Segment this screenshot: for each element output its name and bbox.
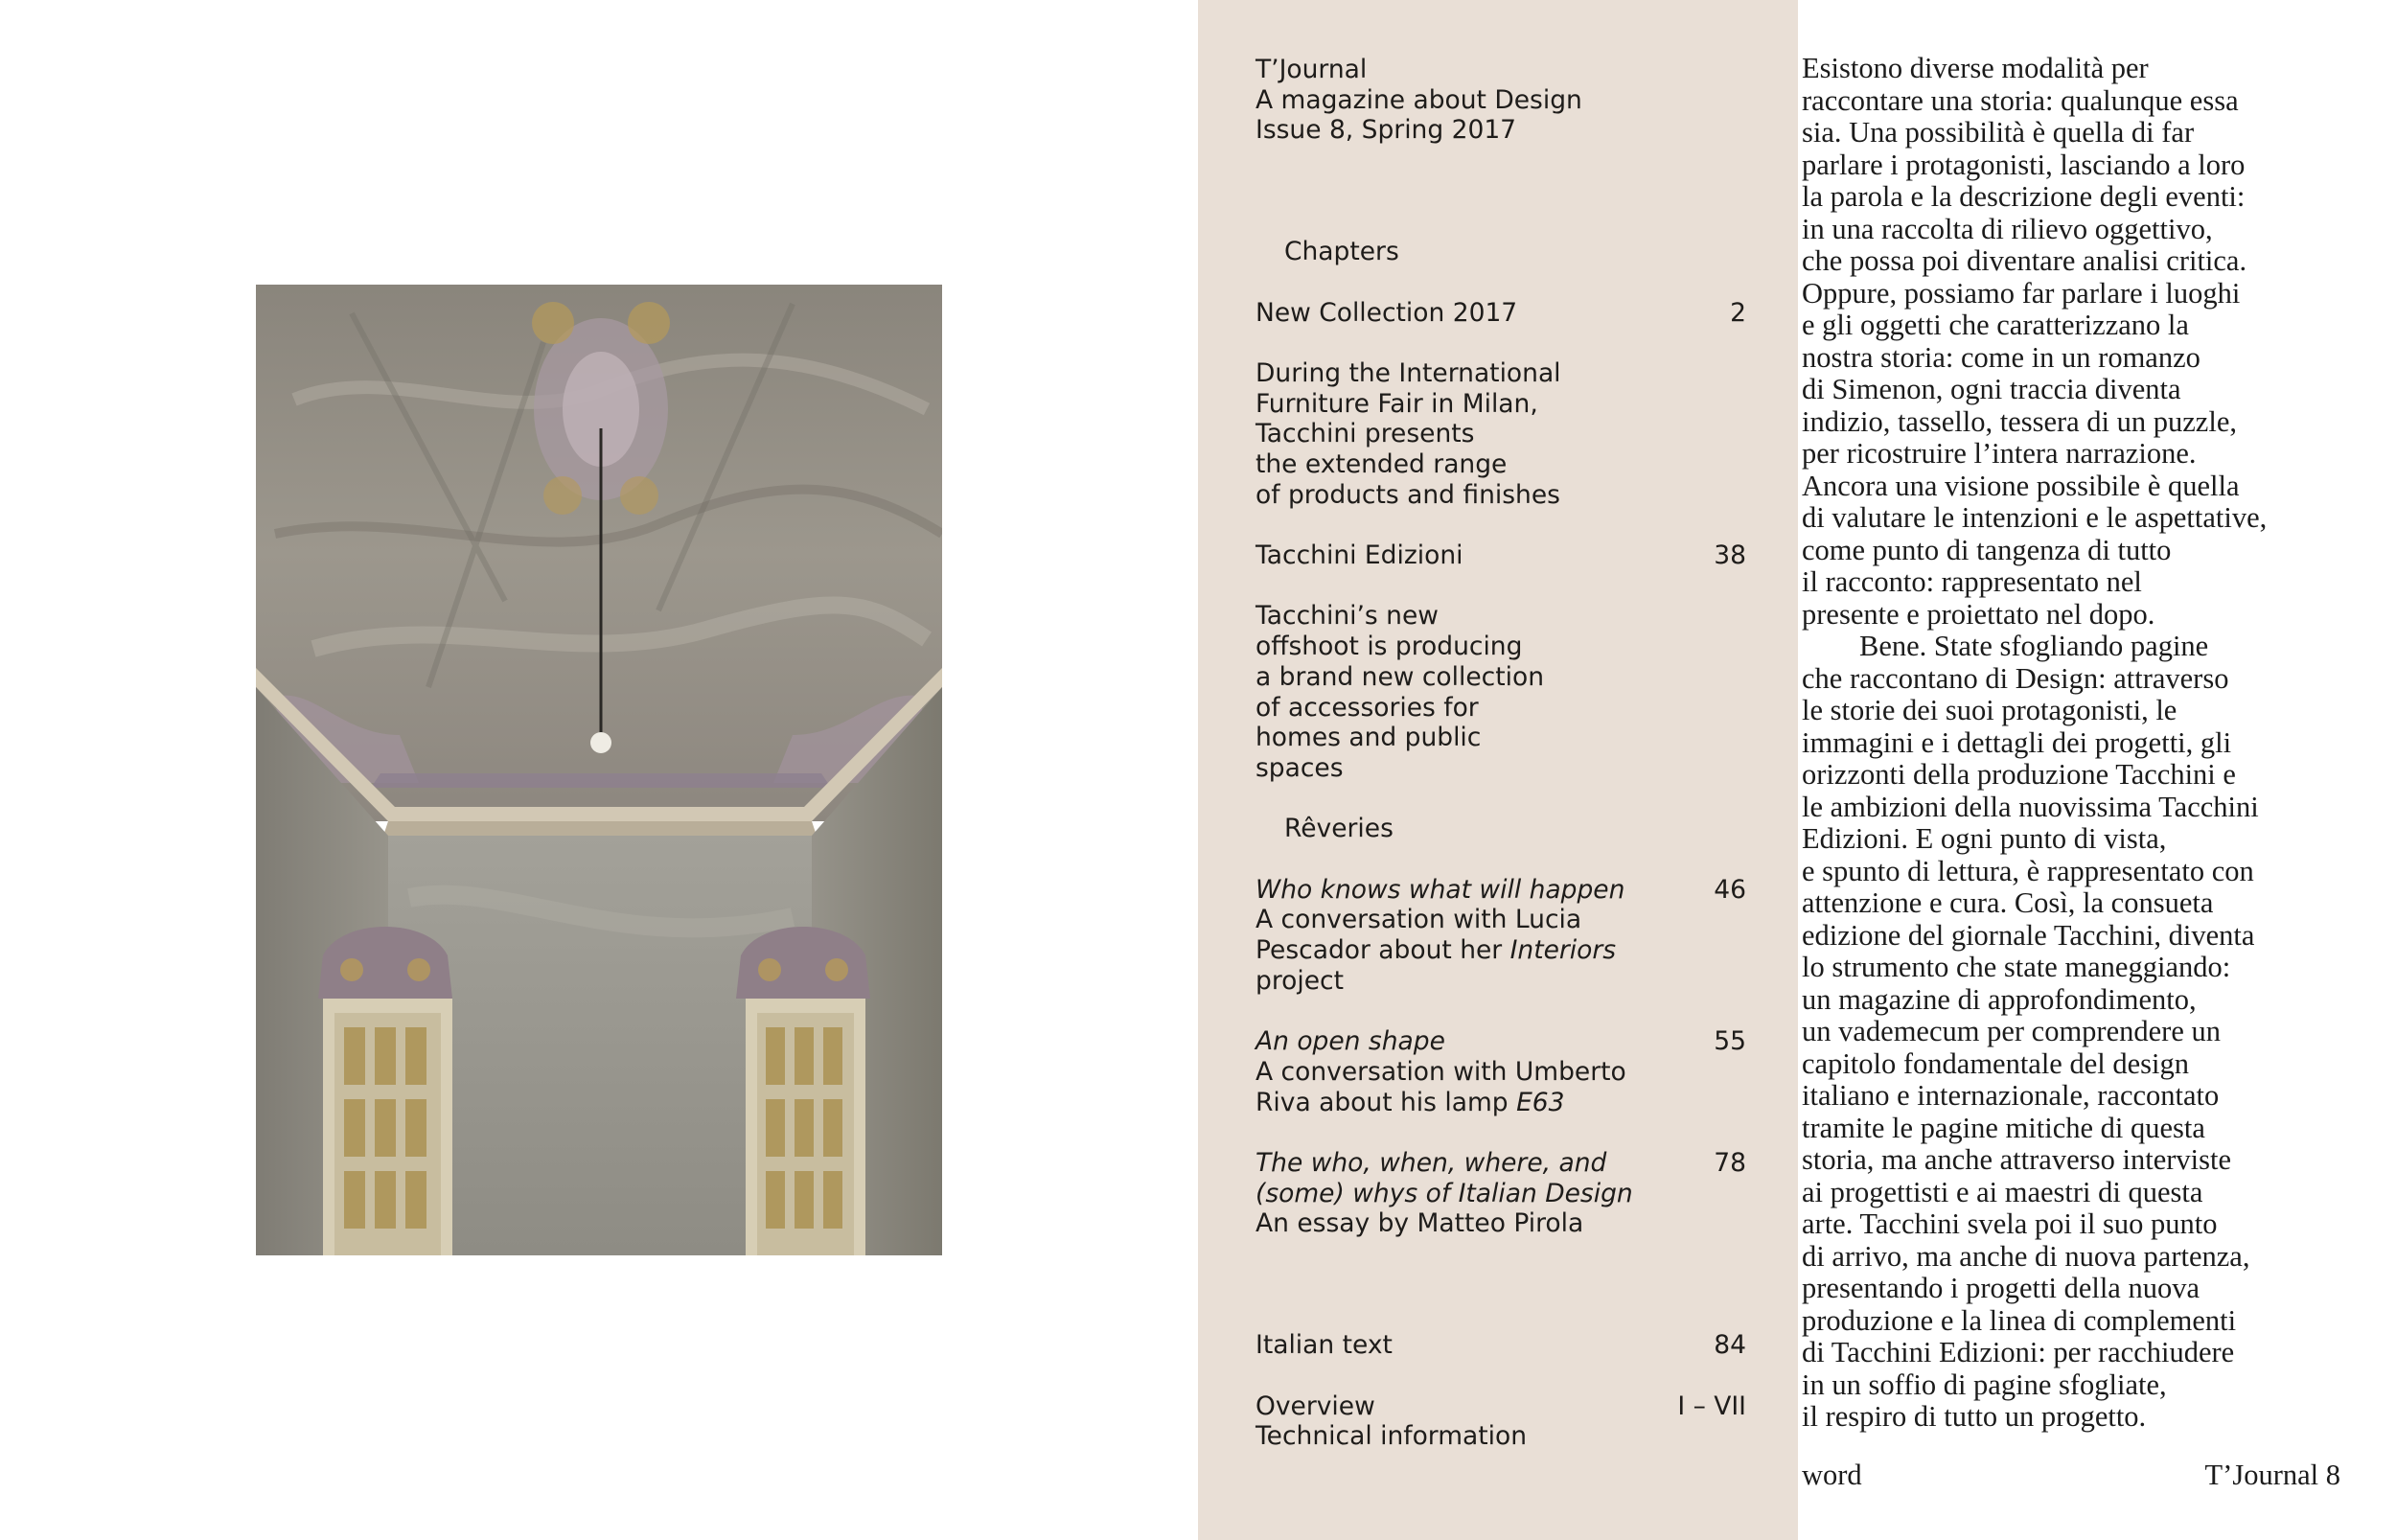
toc-entry-desc: a brand new collection [1256,661,1544,692]
body-line: indizio, tassello, tessera di un puzzle, [1802,404,2237,438]
body-line: Ancora una visione possibile è quella [1802,469,2240,502]
toc-entry-page: 78 [1714,1148,1746,1179]
toc-entry-italian-text[interactable] [1256,1330,1746,1361]
body-line: presente e proiettato nel dopo. [1802,597,2155,631]
toc-entry-overview[interactable] [1256,1391,1746,1422]
body-line: il racconto: rappresentato nel [1802,565,2142,598]
toc-entry-desc: project [1256,965,1344,996]
body-line: un vademecum per comprendere un [1802,1015,2221,1047]
toc-entry-title: An open shape [1256,1026,1445,1057]
toc-entry-title-cont: (some) whys of Italian Design [1256,1178,1633,1208]
body-line: raccontare una storia: qualunque essa [1802,83,2239,117]
toc-entry-title: Tacchini Edizioni [1256,540,1463,571]
footer-folio: T’Journal 8 [2204,1459,2340,1491]
body-line: per ricostruire l’intera narrazione. [1802,437,2197,470]
toc-entry-desc: of accessories for [1256,692,1479,723]
body-line: produzione e la linea di complementi [1802,1303,2237,1337]
body-line: le ambizioni della nuovissima Tacchini [1802,790,2259,823]
magazine-name: T’Journal [1256,55,1368,84]
toc-entry-new-collection[interactable] [1256,298,1746,329]
body-line: tramite le pagine mitiche di questa [1802,1111,2205,1144]
toc-entry-desc: homes and public [1256,723,1482,753]
toc-entry-desc: spaces [1256,753,1344,783]
body-line: capitolo fondamentale del design [1802,1046,2189,1080]
body-line: un magazine di approfondimento, [1802,982,2197,1016]
toc-entry-reverie-2[interactable] [1256,1026,1746,1057]
toc-entry-reverie-1[interactable] [1256,875,1746,906]
toc-entry-page: 38 [1714,540,1746,571]
body-line: e spunto di lettura, è rappresentato con [1802,854,2254,887]
body-line: parlare i protagonisti, lasciando a loro [1802,148,2246,181]
body-line: in un soffio di pagine sfogliate, [1802,1368,2167,1401]
body-line: sia. Una possibilità è quella di far [1802,116,2195,149]
body-line: che possa poi diventare analisi critica. [1802,244,2247,277]
desc-text: Riva about his lamp [1256,1087,1517,1117]
toc-entry-reverie-3[interactable] [1256,1148,1746,1179]
toc-entry-desc: Tacchini presents [1256,419,1475,449]
interior-photo [256,285,942,1255]
body-line: edizione del giornale Tacchini, diventa [1802,918,2255,952]
desc-italic: E63 [1516,1087,1565,1117]
toc-entry-desc: Tacchini’s new [1256,601,1439,632]
toc-entry-title: New Collection 2017 [1256,297,1518,328]
toc-entry-desc: An essay by Matteo Pirola [1256,1208,1584,1239]
body-line: ai progettisti e ai maestri di questa [1802,1175,2203,1208]
body-line: Oppure, possiamo far parlare i luoghi [1802,276,2241,310]
body-line: di valutare le intenzioni e le aspettative, [1802,501,2268,534]
toc-entry-page: 55 [1714,1026,1746,1057]
toc-entry-desc: Technical information [1256,1421,1528,1452]
body-line: il respiro di tutto un progetto. [1802,1400,2147,1433]
body-line: Bene. State sfogliando pagine [1859,630,2209,662]
toc-entry-title: Overview [1256,1391,1375,1421]
toc-panel [1198,0,1798,1540]
toc-entry-page: 84 [1714,1330,1746,1361]
body-line: la parola e la descrizione degli eventi: [1802,180,2246,213]
body-line: di Tacchini Edizioni: per racchiudere [1802,1336,2235,1368]
toc-entry-desc: of products and finishes [1256,479,1560,510]
body-line: Esistono diverse modalità per [1802,52,2149,84]
body-line: come punto di tangenza di tutto [1802,533,2172,566]
toc-entry-desc [1256,935,1746,966]
chapters-heading: Chapters [1284,237,1399,267]
body-line: presentando i progetti della nuova [1802,1272,2200,1304]
body-line: e gli oggetti che caratterizzano la [1802,309,2189,341]
toc-entry-desc [1256,1088,1746,1118]
toc-entry-page: I – VII [1677,1391,1746,1421]
body-line: orizzonti della produzione Tacchini e [1802,758,2236,791]
toc-entry-edizioni[interactable] [1256,540,1746,571]
body-line: le storie dei suoi protagonisti, le [1802,694,2177,726]
desc-text: Pescador about her [1256,935,1510,966]
foreword-body [1802,53,2382,1434]
body-line: Edizioni. E ogni punto di vista, [1802,822,2167,855]
body-line: che raccontano di Design: attraverso [1802,661,2229,695]
body-line: storia, ma anche attraverso interviste [1802,1143,2231,1176]
toc-entry-title: Italian text [1256,1330,1393,1361]
toc-entry-desc: A conversation with Lucia [1256,905,1582,935]
toc-entry-desc: the extended range [1256,449,1508,479]
toc-entry-page: 46 [1714,874,1746,905]
toc-entry-desc: offshoot is producing [1256,632,1523,662]
toc-content [1256,55,1746,1452]
body-line: arte. Tacchini svela poi il suo punto [1802,1207,2218,1240]
toc-entry-title: Who knows what will happen [1256,874,1625,905]
magazine-tagline: A magazine about Design [1256,84,1582,115]
toc-entry-desc: Furniture Fair in Milan, [1256,388,1538,419]
body-line: lo strumento che state maneggiando: [1802,951,2231,983]
desc-italic: Interiors [1509,935,1617,966]
body-line: in una raccolta di rilievo oggettivo, [1802,212,2213,245]
footer-section-label: word [1802,1459,1862,1491]
toc-entry-page: 2 [1730,297,1746,328]
reveries-heading: Rêveries [1284,814,1394,844]
toc-entry-title: The who, when, where, and [1256,1148,1607,1179]
body-line: di arrivo, ma anche di nuova partenza, [1802,1239,2250,1273]
toc-entry-desc: During the International [1256,357,1561,388]
body-line: di Simenon, ogni traccia diventa [1802,373,2181,405]
body-line: italiano e internazionale, raccontato [1802,1079,2220,1112]
toc-entry-desc: A conversation with Umberto [1256,1056,1626,1087]
body-line: nostra storia: come in un romanzo [1802,340,2200,374]
body-line: attenzione e cura. Così, la consueta [1802,886,2214,919]
body-line: immagini e i dettagli dei progetti, gli [1802,725,2232,759]
magazine-issue: Issue 8, Spring 2017 [1256,115,1517,146]
